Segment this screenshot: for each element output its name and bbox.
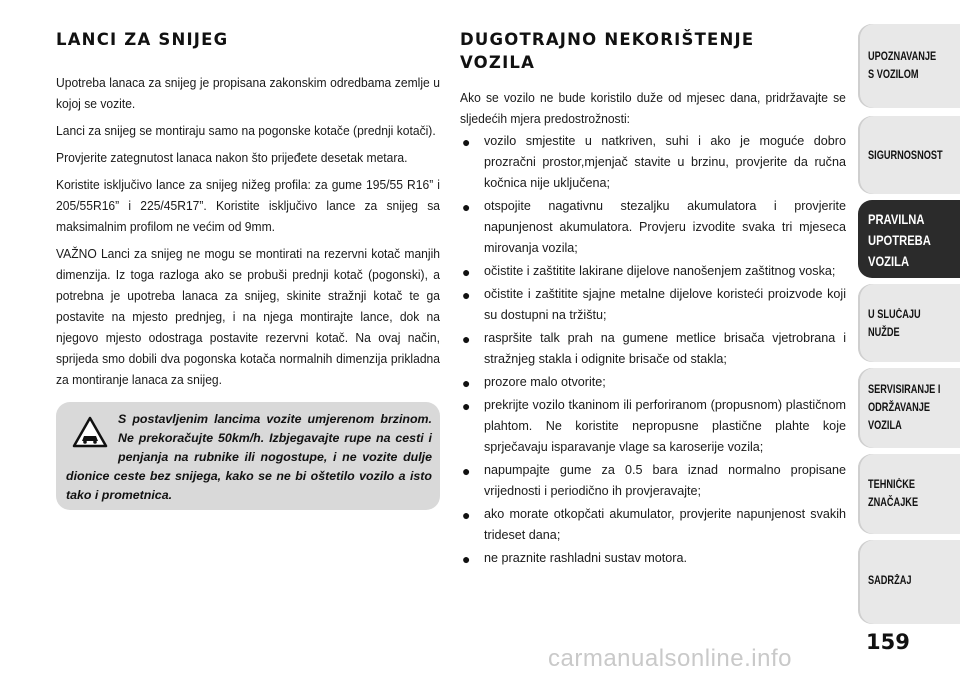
bullet-icon: ● (462, 375, 471, 391)
precaution-item: ● prekrijte vozilo tkaninom ili perforiranom (propusnom) plastičnom plahtom. Ne koristite nepropusne plastične plahte koje sprječavaju isparavanje vlage sa karoserije vozila; (462, 398, 846, 454)
bullet-icon: ● (462, 463, 471, 479)
intro-paragraph: Ako se vozilo ne bude koristilo duže od mjesec dana, pridržavajte se sljedećih mjera predostrožnosti: (460, 91, 846, 126)
warning-box (56, 402, 440, 510)
left-column (56, 28, 440, 397)
precaution-item: ● napumpajte gume za 0.5 bara iznad normalno propisane vrijednosti i periodično ih provjeravajte; (462, 463, 846, 498)
paragraph: Lanci za snijeg se montiraju samo na pogonske kotače (prednji kotači). (56, 124, 436, 138)
precaution-item: ● raspršite talk prah na gumene metlice brisača vjetrobrana i stražnjeg stakla i odignite brisače od stakla; (462, 331, 846, 366)
precaution-item: ● očistite i zaštitite lakirane dijelove nanošenjem zaštitnog voska; (462, 264, 836, 280)
precaution-item: ● očistite i zaštitite sjajne metalne dijelove koristeći proizvode koji su dostupni na tržištu; (462, 287, 846, 322)
page-number: 159 (866, 630, 910, 654)
precaution-item: ● ako morate otkopčati akumulator, provjerite napunjenost svakih trideset dana; (462, 507, 846, 542)
tab-sadrzaj[interactable]: SADRŽAJ (858, 540, 960, 624)
bullet-icon: ● (462, 134, 471, 150)
section-heading-snow-chains: LANCI ZA SNIJEG (56, 30, 229, 49)
bullet-icon: ● (462, 199, 471, 215)
paragraph: VAŽNO Lanci za snijeg ne mogu se montirati na rezervni kotač manjih dimenzija. Iz toga razloga ako se probuši prednji kotač (pogonski), a potrebna je upotreba lanaca za snijeg, skinite stražnji kotač te ga postavite na mjesto prednjeg, i na njega montirajte lance, dok na njegovo mjesto odostraga postavite rezervni kotač. Na ovaj način, sprijeda smo dobili dva pogonska kotača normalnih dimenzija prikladna za montiranje lanaca za snijeg. (56, 247, 440, 387)
tab-sigurnosnost[interactable]: SIGURNOSNOST (858, 116, 960, 194)
paragraph: Provjerite zategnutost lanaca nakon što prijeđete desetak metara. (56, 151, 408, 165)
warning-text: S postavljenim lancima vozite umjerenom brzinom. Ne prekoračujte 50km/h. Izbjegavajte rupe na cesti i penjanja na rubnike ili nogostupe, i ne vozite dulje dionice ceste bez snijega, kako se ne bi oštetilo vozilo a isto tako i prometnica. (66, 412, 432, 502)
precaution-item: ● vozilo smjestite u natkriven, suhi i ako je moguće dobro prozračni prostor,mjenjač stavite u brzinu, provjerite da ručna kočnica nije uključena; (462, 134, 846, 190)
tab-pravilna-upotreba[interactable]: PRAVILNA UPOTREBA VOZILA (858, 200, 960, 278)
tab-upoznavanje[interactable]: UPOZNAVANJE S VOZILOM (858, 24, 960, 108)
bullet-icon: ● (462, 331, 471, 347)
tab-tehnicke-znacajke[interactable]: TEHNIČKE ZNAČAJKE (858, 454, 960, 534)
tab-servisiranje[interactable]: SERVISIRANJE I ODRŽAVANJE VOZILA (858, 368, 960, 448)
precaution-item: ● ne praznite rashladni sustav motora. (462, 551, 688, 567)
paragraph: Upotreba lanaca za snijeg je propisana zakonskim odredbama zemlje u kojoj se vozite. (56, 76, 440, 111)
bullet-icon: ● (462, 264, 471, 280)
bullet-icon: ● (462, 507, 471, 523)
precautions-list (460, 131, 846, 569)
bullet-icon: ● (462, 287, 471, 303)
bullet-icon: ● (462, 398, 471, 414)
precaution-item: ● prozore malo otvorite; (462, 375, 606, 391)
bullet-icon: ● (462, 551, 471, 567)
right-column (460, 28, 846, 571)
precaution-item: ● otspojite nagativnu stezaljku akumulatora i provjerite napunjenost akumulatora. Provjeru izvodite svaka tri mjeseca mirovanja vozila; (462, 199, 846, 255)
watermark: carmanualsonline.info (548, 645, 792, 672)
paragraph: Koristite isključivo lance za snijeg nižeg profila: za gume 195/55 R16” i 205/55R16” i 225/45R17”. Koristite isključivo lance za snijeg sa maksimalnim profilom ne većim od 9mm. (56, 178, 440, 234)
section-heading-long-storage: DUGOTRAJNO NEKORIŠTENJE VOZILA (460, 30, 755, 72)
tab-u-slucaju-nuzde[interactable]: U SLUČAJU NUŽDE (858, 284, 960, 362)
